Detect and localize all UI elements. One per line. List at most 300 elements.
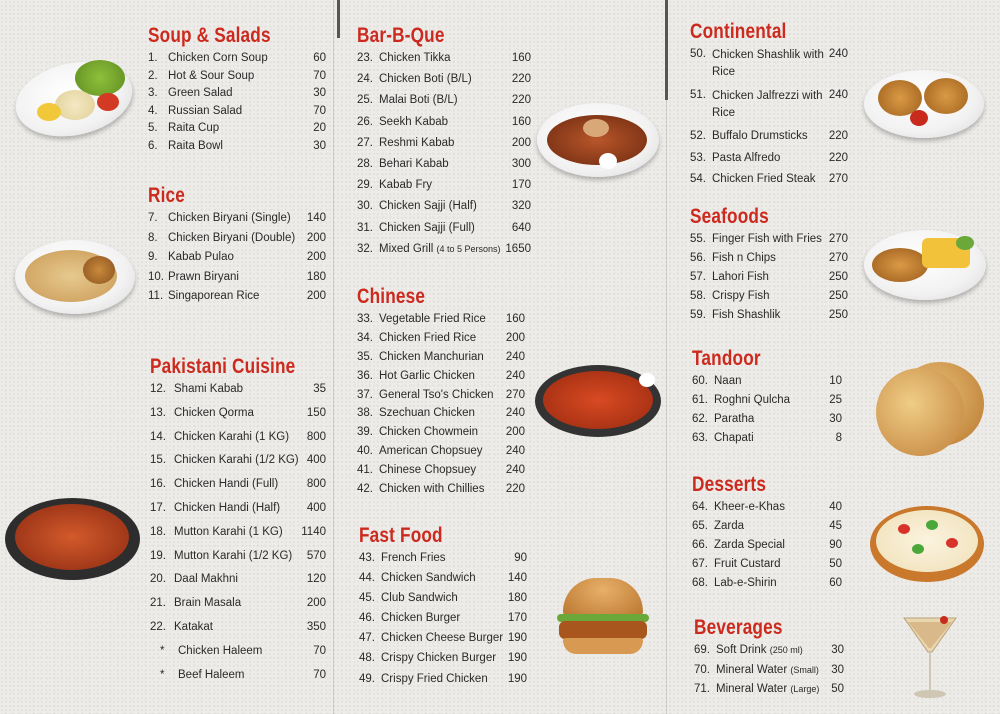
menu-item	[357, 242, 531, 263]
item-price: 40	[829, 501, 842, 513]
item-name-text: Chicken Corn Soup	[168, 52, 268, 64]
item-name	[174, 596, 307, 620]
menu-item	[357, 369, 525, 388]
item-number: 44.	[359, 572, 375, 585]
item-number: 41.	[357, 464, 373, 477]
item-name	[714, 431, 836, 450]
item-name-text: Chicken Boti (B/L)	[379, 73, 472, 86]
item-price: 170	[511, 179, 531, 192]
menu-item	[148, 231, 326, 251]
menu-item	[359, 631, 527, 651]
item-name	[174, 525, 301, 549]
item-number: 53.	[690, 151, 706, 164]
item-price: 20	[313, 122, 326, 135]
item-name	[381, 591, 508, 611]
item-name	[379, 350, 506, 369]
item-number: 38.	[357, 407, 373, 420]
item-name	[168, 211, 307, 231]
menu-list	[150, 382, 326, 691]
item-name-text: Behari Kabab	[379, 157, 449, 170]
item-number: 15.	[150, 454, 166, 467]
item-name-text: Crispy Fried Chicken	[381, 672, 488, 685]
item-price: 270	[828, 233, 848, 245]
item-price: 270	[505, 388, 525, 401]
item-price: 8	[835, 432, 842, 444]
menu-item	[357, 51, 531, 72]
item-name	[168, 270, 307, 290]
menu-item	[692, 557, 842, 576]
item-name-text: General Tso's Chicken	[379, 388, 494, 401]
item-price: 320	[511, 200, 531, 213]
item-name	[379, 51, 512, 72]
item-name-text: Green Salad	[168, 87, 233, 100]
menu-item	[148, 104, 326, 122]
item-price: 50	[829, 558, 842, 570]
item-price: 240	[505, 350, 525, 363]
item-price: 240	[828, 48, 848, 60]
menu-item	[690, 88, 848, 129]
fold-shadow-left	[337, 0, 340, 38]
item-name	[174, 382, 313, 406]
item-number: 33.	[357, 313, 373, 325]
item-name	[381, 611, 508, 631]
item-number: 54.	[690, 173, 706, 186]
item-name	[381, 551, 514, 571]
item-name	[379, 331, 506, 350]
item-name-text: Roghni Qulcha	[714, 394, 791, 406]
item-price: 400	[306, 501, 326, 514]
panel-fold-right	[666, 0, 667, 714]
item-name-text: Vegetable Fried Rice	[379, 313, 486, 325]
item-name	[174, 477, 307, 501]
item-name-text: Mutton Karahi (1 KG)	[174, 525, 283, 538]
menu-item	[692, 500, 842, 519]
item-price: 30	[829, 413, 842, 425]
item-price: 35	[313, 383, 326, 395]
menu-item	[359, 591, 527, 611]
menu-item	[690, 289, 848, 308]
item-price: 200	[306, 290, 326, 302]
menu-item	[150, 549, 326, 573]
section-title: Beverages	[694, 616, 783, 639]
item-number: 5.	[148, 122, 158, 135]
item-price: 30	[831, 644, 844, 656]
item-name	[379, 93, 512, 114]
item-number: 40.	[357, 445, 373, 458]
item-name	[379, 369, 506, 388]
item-name	[174, 549, 307, 573]
item-name-text: Chicken Handi (Full)	[174, 478, 279, 491]
item-name-text: Crispy Fish	[712, 290, 770, 302]
item-number: 13.	[150, 406, 166, 419]
item-name	[379, 221, 512, 242]
item-name-text: Seekh Kabab	[379, 115, 449, 128]
item-price: 250	[828, 309, 848, 321]
continental-plate-image	[864, 70, 986, 140]
item-number: 2.	[148, 69, 158, 82]
menu-item	[357, 93, 531, 114]
item-name-text: Chicken Karahi (1 KG)	[174, 430, 290, 443]
item-number: 8.	[148, 231, 158, 244]
section-chinese	[357, 285, 525, 501]
item-name-text: Chicken Biryani (Single)	[168, 212, 291, 224]
item-number: *	[160, 644, 165, 657]
item-price: 180	[507, 592, 527, 605]
item-price: 220	[828, 151, 848, 164]
item-name-text: Szechuan Chicken	[379, 407, 475, 420]
menu-item	[357, 463, 525, 482]
item-name-text: American Chopsuey	[379, 445, 483, 458]
item-number: 30.	[357, 200, 373, 213]
item-name	[178, 668, 313, 692]
menu-item	[692, 412, 842, 431]
item-name	[379, 178, 512, 199]
menu-item	[357, 425, 525, 444]
item-price: 200	[505, 331, 525, 344]
menu-list	[694, 643, 844, 702]
item-name-text: Chicken Tikka	[379, 52, 451, 64]
item-price: 570	[306, 549, 326, 562]
item-number: 22.	[150, 620, 166, 633]
item-name-text: Finger Fish with Fries	[712, 233, 822, 245]
menu-item	[690, 232, 848, 251]
item-name-text: Prawn Biryani	[168, 270, 239, 283]
menu-item	[359, 651, 527, 671]
menu-item	[150, 477, 326, 501]
menu-item	[694, 663, 844, 683]
menu-item	[150, 596, 326, 620]
item-name	[712, 270, 829, 289]
panel-fold-left	[333, 0, 334, 714]
menu-item	[150, 406, 326, 430]
menu-list	[148, 51, 326, 157]
menu-item	[359, 551, 527, 571]
menu-list	[357, 51, 531, 263]
item-number: 49.	[359, 672, 375, 685]
item-name	[379, 463, 506, 482]
menu-item	[694, 643, 844, 663]
item-number: 64.	[692, 501, 708, 513]
item-price: 90	[514, 552, 527, 564]
item-name	[168, 250, 307, 270]
item-name-text: Chicken Burger	[381, 612, 461, 625]
item-name	[712, 151, 829, 173]
menu-item	[357, 331, 525, 350]
item-name	[174, 620, 307, 644]
menu-item	[148, 121, 326, 139]
item-name-text: Hot & Sour Soup	[168, 69, 255, 82]
menu-item	[150, 668, 326, 692]
item-name	[379, 425, 506, 444]
item-name	[712, 129, 829, 151]
menu-item	[694, 682, 844, 702]
item-price: 60	[829, 577, 842, 589]
item-name-text: Chicken Qorma	[174, 406, 254, 419]
section-pakistani-cuisine	[150, 355, 326, 691]
biryani-plate-image	[15, 240, 137, 316]
item-number: 58.	[690, 290, 706, 302]
menu-item	[357, 115, 531, 136]
item-price: 1650	[505, 242, 531, 255]
menu-item	[148, 86, 326, 104]
item-name-text: Chicken Jalfrezzi with Rice	[712, 90, 823, 120]
item-name-text: Chicken Karahi (1/2 KG)	[174, 454, 299, 467]
menu-item	[357, 388, 525, 407]
item-number: 1.	[148, 52, 158, 64]
menu-item	[357, 199, 531, 220]
section-continental	[690, 20, 848, 194]
item-price: 30	[313, 139, 326, 152]
item-name-text: Kheer-e-Khas	[714, 501, 785, 513]
section-title: Soup & Salads	[148, 24, 271, 47]
item-number: 71.	[694, 683, 710, 695]
item-number: 45.	[359, 592, 375, 605]
item-name	[379, 388, 506, 407]
item-price: 300	[511, 157, 531, 170]
item-number: 66.	[692, 539, 708, 551]
fold-shadow-right	[665, 0, 668, 100]
item-number: 26.	[357, 115, 373, 128]
item-number: *	[160, 668, 165, 681]
karahi-dish-image	[5, 488, 140, 580]
menu-list	[692, 500, 842, 595]
item-name	[714, 519, 829, 538]
item-name	[379, 157, 512, 178]
menu-item	[148, 139, 326, 157]
section-bar-b-que	[357, 24, 531, 263]
item-name-text: Singaporean Rice	[168, 290, 260, 302]
item-name-text: Hot Garlic Chicken	[379, 369, 475, 382]
item-name	[174, 501, 307, 525]
menu-item	[148, 289, 326, 309]
item-price: 200	[511, 136, 531, 149]
item-name-text: Pasta Alfredo	[712, 151, 781, 164]
item-name-text: Naan	[714, 375, 742, 387]
menu-item	[148, 250, 326, 270]
item-name-text: Beef Haleem	[178, 668, 245, 681]
item-name	[714, 576, 829, 595]
item-name	[379, 115, 512, 136]
menu-item	[150, 644, 326, 668]
item-name-text: Daal Makhni	[174, 573, 238, 586]
menu-item	[357, 221, 531, 242]
item-number: 4.	[148, 104, 158, 117]
item-price: 270	[828, 173, 848, 186]
seafood-plate-image	[864, 230, 988, 302]
item-name	[716, 643, 831, 663]
item-name-text: Crispy Chicken Burger	[381, 652, 497, 665]
item-name-text: Chicken Sajji (Full)	[379, 221, 475, 234]
item-name	[714, 538, 829, 557]
menu-item	[357, 312, 525, 331]
item-name-text: Brain Masala	[174, 597, 242, 610]
item-number: 59.	[690, 309, 706, 321]
menu-item	[357, 444, 525, 463]
menu-item	[692, 538, 842, 557]
item-price: 190	[507, 632, 527, 645]
menu-item	[359, 672, 527, 692]
item-price: 90	[829, 539, 842, 551]
item-price: 160	[505, 313, 525, 325]
item-number: 27.	[357, 136, 373, 149]
item-name-text: Russian Salad	[168, 104, 243, 117]
item-name-text: Mineral Water	[716, 663, 788, 676]
item-name	[712, 251, 829, 270]
item-number: 60.	[692, 375, 708, 387]
item-price: 800	[306, 430, 326, 443]
item-number: 36.	[357, 369, 373, 382]
item-price: 240	[505, 407, 525, 420]
item-number: 67.	[692, 558, 708, 570]
item-price: 220	[511, 73, 531, 86]
item-number: 68.	[692, 577, 708, 589]
item-name	[178, 644, 313, 668]
section-tandoor	[692, 347, 842, 450]
item-name	[381, 571, 508, 591]
menu-item	[357, 157, 531, 178]
item-name	[174, 453, 307, 477]
item-name-text: Mixed Grill	[379, 242, 434, 255]
item-name	[168, 69, 313, 87]
item-name	[379, 482, 506, 501]
item-name	[712, 88, 829, 129]
item-price: 220	[828, 130, 848, 143]
menu-item	[150, 453, 326, 477]
item-price: 70	[313, 69, 326, 82]
item-number: 7.	[148, 212, 158, 224]
menu-list	[690, 47, 848, 194]
section-rice	[148, 184, 326, 309]
section-title: Chinese	[357, 285, 426, 308]
item-name-text: Chicken Fried Rice	[379, 331, 477, 344]
item-number: 69.	[694, 644, 710, 656]
item-price: 200	[306, 251, 326, 263]
item-price: 160	[511, 52, 531, 64]
item-number: 31.	[357, 221, 373, 234]
item-name-text: Fruit Custard	[714, 558, 781, 570]
section-title: Continental	[690, 20, 787, 43]
item-price: 160	[511, 115, 531, 128]
item-name	[712, 172, 829, 194]
item-name	[379, 444, 506, 463]
item-name-text: Chicken Sandwich	[381, 572, 476, 585]
item-name-text: Lahori Fish	[712, 271, 769, 283]
section-soup-salads	[148, 24, 326, 157]
menu-item	[690, 47, 848, 88]
item-name-text: Katakat	[174, 620, 213, 633]
menu-item	[357, 178, 531, 199]
item-price: 140	[306, 212, 326, 224]
item-name	[379, 72, 512, 93]
menu-list	[357, 312, 525, 501]
dessert-dish-image	[870, 506, 986, 584]
item-number: 34.	[357, 331, 373, 344]
item-name	[716, 682, 831, 702]
item-note: (250 ml)	[769, 645, 803, 655]
item-name-text: Chicken Biryani (Double)	[168, 231, 296, 244]
menu-item	[357, 72, 531, 93]
item-name-text: Soft Drink	[716, 644, 767, 656]
item-price: 190	[507, 652, 527, 665]
item-price: 640	[511, 221, 531, 234]
item-name	[712, 289, 829, 308]
item-name	[714, 500, 829, 519]
item-name-text: Zarda	[714, 520, 745, 532]
menu-list	[692, 374, 842, 450]
item-number: 55.	[690, 233, 706, 245]
menu-item	[692, 374, 842, 393]
item-name-text: Lab-e-Shirin	[714, 577, 777, 589]
menu-item	[692, 393, 842, 412]
item-price: 250	[828, 271, 848, 283]
menu-item	[150, 620, 326, 644]
item-price: 180	[306, 270, 326, 283]
menu-item	[150, 430, 326, 454]
item-name	[168, 104, 313, 122]
item-number: 19.	[150, 549, 166, 562]
item-number: 29.	[357, 179, 373, 192]
item-price: 240	[505, 445, 525, 458]
section-title: Bar-B-Que	[357, 24, 445, 47]
item-name	[714, 557, 829, 576]
item-number: 21.	[150, 597, 166, 610]
item-name-text: Chicken Chowmein	[379, 426, 479, 439]
item-price: 220	[511, 94, 531, 107]
item-number: 46.	[359, 612, 375, 625]
section-title: Seafoods	[690, 205, 769, 228]
menu-item	[148, 270, 326, 290]
item-name	[712, 232, 829, 251]
item-number: 48.	[359, 652, 375, 665]
menu-item	[357, 350, 525, 369]
item-name-text: French Fries	[381, 552, 446, 564]
menu-item	[148, 69, 326, 87]
item-price: 240	[828, 89, 848, 102]
item-price: 25	[829, 394, 842, 406]
item-name	[174, 572, 307, 596]
item-number: 17.	[150, 501, 166, 514]
item-name-text: Club Sandwich	[381, 592, 458, 605]
item-number: 65.	[692, 520, 708, 532]
item-number: 62.	[692, 413, 708, 425]
item-name-text: Chicken Haleem	[178, 644, 263, 657]
item-price: 220	[505, 483, 525, 496]
menu-item	[150, 501, 326, 525]
item-number: 51.	[690, 89, 706, 102]
section-seafoods	[690, 205, 848, 327]
item-name	[168, 86, 313, 104]
item-name-text: Fish Shashlik	[712, 309, 781, 321]
item-name-text: Reshmi Kabab	[379, 136, 455, 149]
item-name	[168, 51, 313, 69]
menu-item	[690, 129, 848, 151]
item-name-text: Chicken Manchurian	[379, 350, 484, 363]
bbq-platter-image	[537, 103, 661, 179]
section-desserts	[692, 473, 842, 595]
item-name	[168, 121, 313, 139]
item-name-text: Chicken Cheese Burger	[381, 632, 504, 645]
item-name	[714, 412, 829, 431]
item-price: 140	[507, 572, 527, 585]
section-title: Rice	[148, 184, 186, 207]
item-name-text: Mineral Water	[716, 683, 788, 695]
item-price: 30	[313, 87, 326, 100]
item-note: (Small)	[790, 664, 819, 675]
section-title: Fast Food	[359, 524, 443, 547]
item-name-text: Kabab Pulao	[168, 251, 234, 263]
item-name-text: Kabab Fry	[379, 179, 433, 192]
item-number: 6.	[148, 139, 158, 152]
